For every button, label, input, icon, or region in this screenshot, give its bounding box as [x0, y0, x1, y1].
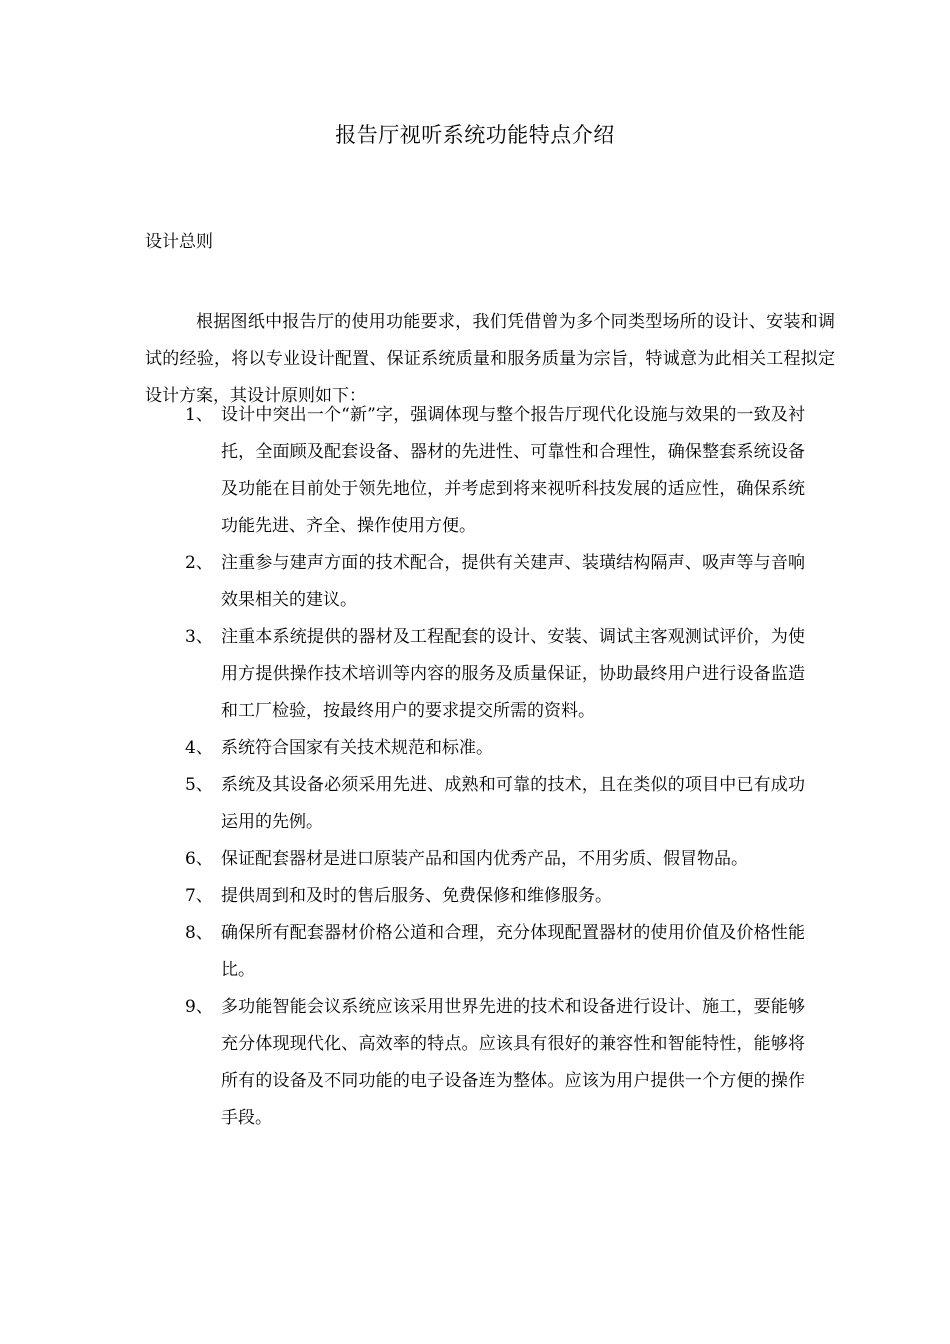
list-item-text: 保证配套器材是进口原装产品和国内优秀产品，不用劣质、假冒物品。: [221, 849, 748, 869]
list-item-text: 确保所有配套器材价格公道和合理，充分体现配置器材的使用价值及价格性能比。: [221, 923, 805, 980]
list-item: [145, 767, 835, 841]
list-item-text: 注重参与建声方面的技术配合，提供有关建声、装璜结构隔声、吸声等与音响效果相关的建议。: [221, 553, 805, 610]
list-item: [145, 545, 835, 619]
list-item: [145, 397, 835, 545]
list-item: [145, 878, 835, 915]
list-item-number: 5、: [185, 775, 213, 795]
document-title: 报告厅视听系统功能特点介绍: [335, 123, 615, 147]
list-item-text: 系统及其设备必须采用先进、成熟和可靠的技术，且在类似的项目中已有成功运用的先例。: [221, 775, 805, 832]
list-item-number: 9、: [185, 997, 213, 1017]
list-item: [145, 989, 835, 1137]
list-item-text: 提供周到和及时的售后服务、免费保修和维修服务。: [221, 886, 612, 906]
list-item-text: 注重本系统提供的器材及工程配套的设计、安装、调试主客观测试评价，为使用方提供操作技术培训等内容的服务及质量保证，协助最终用户进行设备监造和工厂检验，按最终用户的要求提交所需的资料。: [221, 627, 805, 721]
list-item-number: 8、: [185, 923, 213, 943]
list-item: [145, 915, 835, 989]
list-item-number: 3、: [185, 627, 213, 647]
list-item-number: 4、: [185, 738, 213, 758]
list-item-number: 7、: [185, 886, 213, 906]
list-item: [145, 841, 835, 878]
list-item-text: 系统符合国家有关技术规范和标准。: [221, 738, 493, 758]
list-item-number: 1、: [185, 405, 213, 425]
list-item-number: 6、: [185, 849, 213, 869]
list-item: [145, 619, 835, 730]
list-item: [145, 730, 835, 767]
design-principles-list: [145, 397, 835, 1137]
list-item-text: 设计中突出一个“新”字，强调体现与整个报告厅现代化设施与效果的一致及衬托，全面顾及配套设备、器材的先进性、可靠性和合理性，确保整套系统设备及功能在目前处于领先地位，并考虑到将来视听科技发展的适应性，确保系统功能先进、齐全、操作使用方便。: [221, 405, 805, 536]
list-item-number: 2、: [185, 553, 213, 573]
section-heading: 设计总则: [145, 232, 213, 252]
intro-paragraph: 根据图纸中报告厅的使用功能要求，我们凭借曾为多个同类型场所的设计、安装和调试的经验，将以专业设计配置、保证系统质量和服务质量为宗旨，特诚意为此相关工程拟定设计方案，其设计原则如下：: [145, 312, 835, 406]
list-item-text: 多功能智能会议系统应该采用世界先进的技术和设备进行设计、施工，要能够充分体现现代化、高效率的特点。应该具有很好的兼容性和智能特性，能够将所有的设备及不同功能的电子设备连为整体。应该为用户提供一个方便的操作手段。: [221, 997, 805, 1128]
